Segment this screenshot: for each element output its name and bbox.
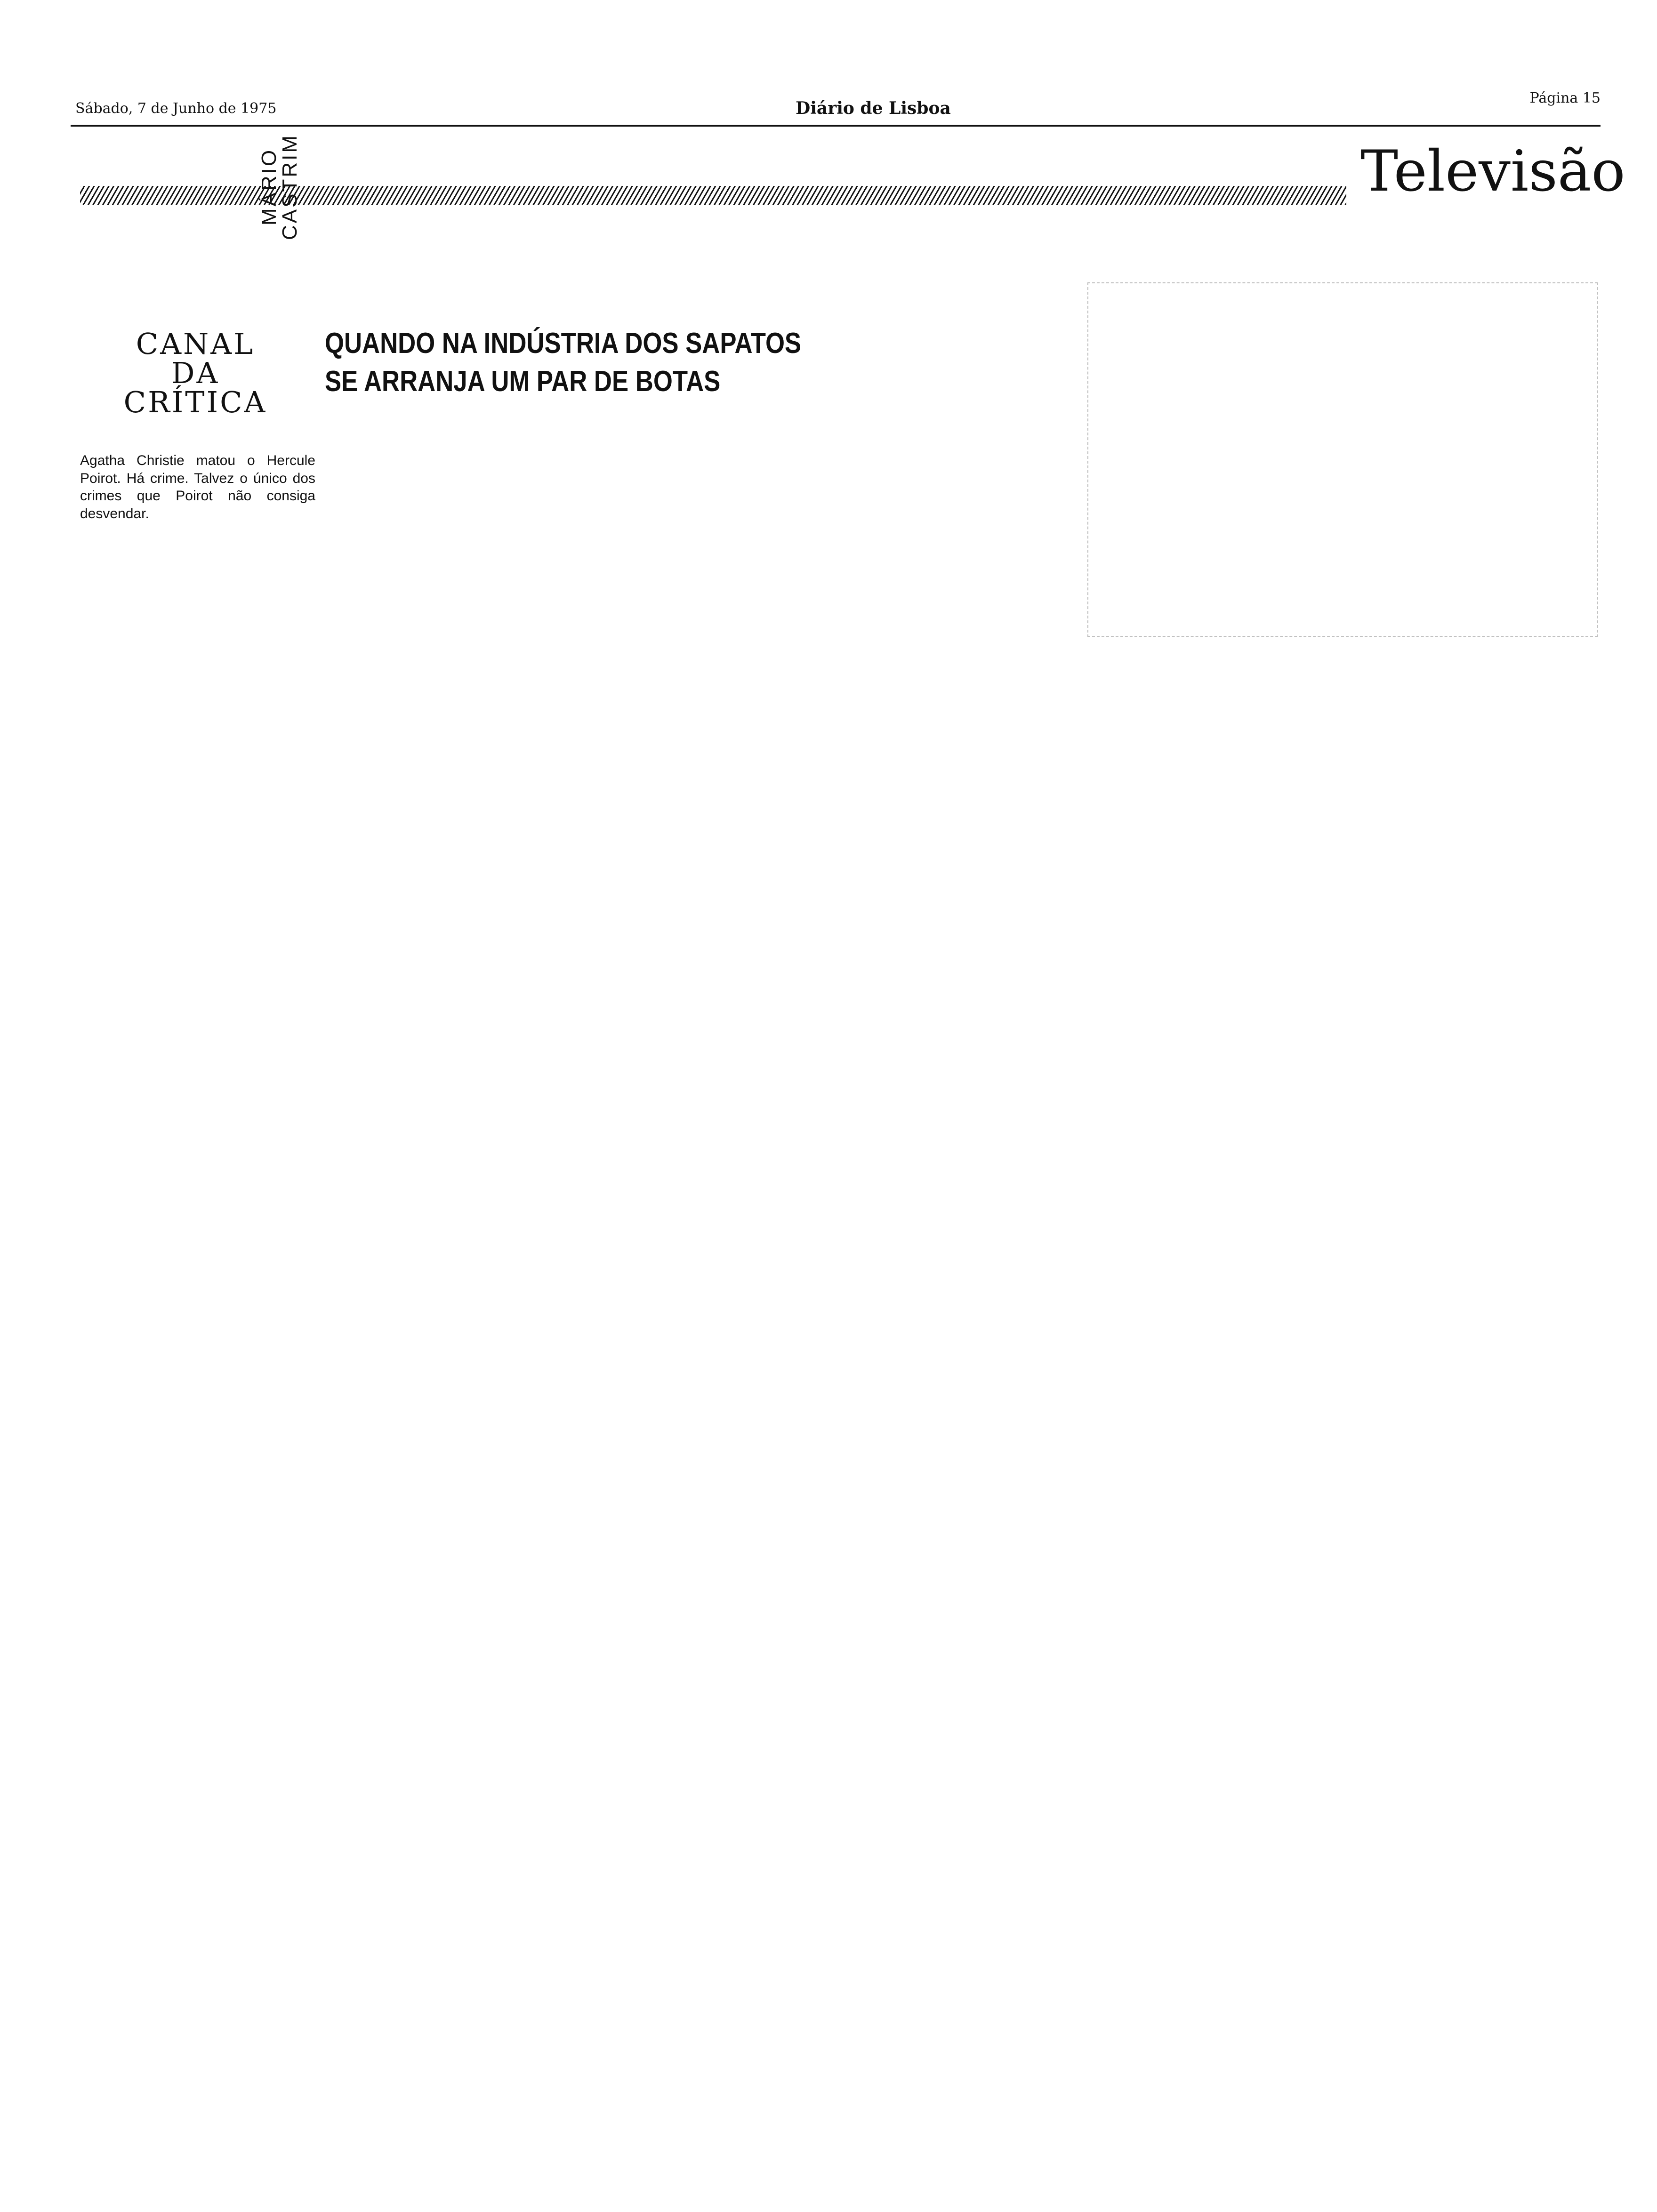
- article-column-1: [80, 438, 315, 537]
- column-author: MÁRIO CASTRIM: [257, 134, 301, 240]
- masthead: [71, 90, 1601, 127]
- newspaper-name: Diário de Lisboa: [796, 98, 951, 118]
- column-logo: [94, 134, 301, 428]
- issue-date: Sábado, 7 de Junho de 1975: [75, 100, 277, 117]
- logo-line-3: CRÍTICA: [123, 385, 267, 419]
- headline-line-1: QUANDO NA INDÚSTRIA DOS SAPATOS: [325, 327, 802, 360]
- photo-placeholder: [1087, 282, 1598, 637]
- logo-line-2: DA: [171, 356, 220, 390]
- headline-sapatos: [325, 325, 805, 401]
- page-number: Página 15: [1529, 90, 1601, 106]
- headline-line-2: SE ARRANJA UM PAR DE BOTAS: [325, 365, 721, 398]
- paragraph: Agatha Christie matou o Hercule Poirot. Há crime. Talvez o único dos crimes que Poirot não consiga desvendar.: [80, 453, 315, 521]
- logo-line-1: CANAL: [136, 327, 255, 361]
- section-title: Televisão: [1360, 139, 1625, 204]
